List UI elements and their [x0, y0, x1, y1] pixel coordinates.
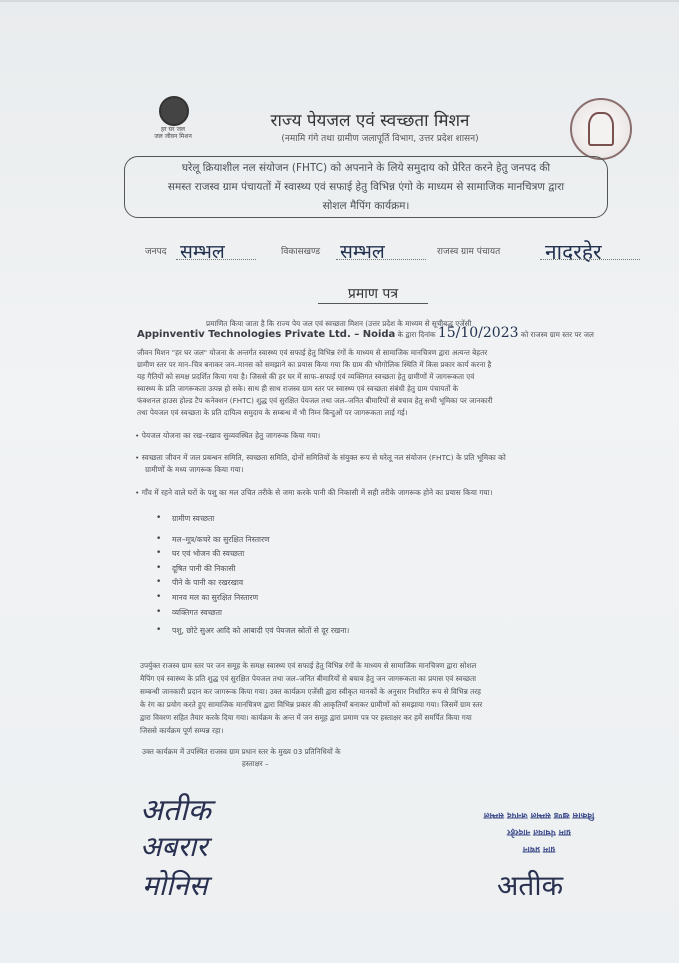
para2-line-c: सम्बन्धी जानकारी प्रदान कर जागरूक किया गया। उक्त कार्यक्रम एजेंसी द्वारा स्वीकृत मानकों के अनुसार निर्धारित रूप से विभिन्न तरह [140, 687, 481, 696]
mission-title: राज्य पेयजल एवं स्वच्छता मिशन [270, 111, 470, 131]
para1-line-h: तथा पेयजल एवं स्वच्छता के प्रति दायित्व समुदाय के सम्बन्ध में भी निम्न बिन्दुओं पर जागरूकता लाई गई। [137, 408, 408, 417]
para1-line-g: फंक्शनल हाउस होल्ड टैप कनेक्शन (FHTC) शुद्ध एवं सुरक्षित पेयजल तथा जल–जनित बीमारियों से बचाव हेतु सभी भूमिका पर जानकारी [137, 396, 493, 405]
district-value: सम्भल [180, 241, 225, 263]
up-state-emblem-icon [570, 98, 632, 160]
list-item: • मल–मूत्र/कचरे का सुरक्षित निस्तारण [156, 535, 536, 550]
para2-line-a: उपर्युक्त राजस्व ग्राम स्तर पर जन समूह के समक्ष स्वास्थ्य एवं सफाई हेतु विभिन्न रंगों के माध्यम से सामाजिक मानचित्रण द्वारा सोशल [140, 661, 477, 670]
bullet-2: • स्वच्छता जीवन में जल प्रबन्धन समिति, स्वच्छता समिति, दोनों समितियों के संयुक्त रूप से घरेलू नल संयोजन (FHTC) के प्रति भूमिका को [135, 453, 506, 462]
para1-line-d: ग्रामीण स्तर पर मान–चित्र बनाकर जन–मानस को समझाने का प्रयास किया गया कि ग्राम की भौगोलिक स्थिति में किस प्रकार कार्य करना है [137, 360, 492, 369]
signature-2: अबरार [140, 830, 208, 863]
list-item: • पशु, छोटे सुअर आदि को आबादी एवं पेयजल स्रोतों से दूर रखना। [156, 626, 536, 641]
banner-line-3: सोशल मैपिंग कार्यक्रम। [322, 200, 410, 212]
paper-fold [0, 0, 679, 2]
para2-line-d: के रंग का प्रयोग करते हुए सामाजिक मानचित्रण द्वारा विभिन्न प्रकार की आकृतियाँ बनाकर ग्रामीणों को समझाया गया। जिसमें ग्राम स्तर [140, 700, 483, 709]
program-banner [124, 156, 608, 218]
para1-line-e: यह गैतियों को समक्ष प्रदर्शित किया गया है। जिससे की हर घर में साफ–सफाई एवं व्यक्तिगत स्वच्छता हेतु ग्रामीणों में जागरूकता एवं [137, 372, 475, 381]
bullet-3: • गाँव में रहने वाले घरों के पशु का मल उचित तरीके से जमा करके पानी की निकासी में सही तरीके जागरूक होने का प्रयास किया गया। [135, 488, 493, 497]
block-value: सम्भल [340, 241, 385, 263]
district-label: जनपद [145, 247, 167, 257]
program-date: 15/10/2023 [437, 325, 519, 341]
mission-subtitle: (नमामि गंगे तथा ग्रामीण जलापूर्ति विभाग, उत्तर प्रदेश शासन) [281, 134, 479, 144]
district-underline [176, 258, 256, 260]
list-item: • दूषित पानी की निकासी [156, 564, 536, 579]
list-item: • व्यक्तिगत स्वच्छता [156, 608, 536, 623]
gram-pradhan-stamp: ग्राम प्रधान ग्राम पंचायत नादरहेर विकास खण्ड सम्भल जनपद सम्भल [483, 810, 595, 854]
list-item: • मानव मल का सुरक्षित निस्तारण [156, 593, 536, 608]
agency-name: Appinventiv Technologies Private Ltd. – Noida [137, 329, 396, 340]
para1-date-prefix: के द्वारा दिनांक [397, 330, 436, 339]
signature-3: मोनिस [142, 869, 208, 902]
block-label: विकासखण्ड [281, 247, 321, 257]
closing-line-b: हस्ताक्षर – [242, 759, 269, 768]
bullet-2-cont: ग्रामीणों के मध्य जागरूक किया गया। [145, 465, 244, 474]
water-drop-icon [159, 96, 189, 126]
para1-line-f: स्वास्थ्य के प्रति जागरूकता उत्पन्न हो सके। साथ ही साथ राजस्व ग्राम स्तर पर स्वास्थ्य एवं स्वच्छता संबंधी हेतु ग्राम पंचायतों के [137, 384, 459, 393]
para2-line-b: मैपिंग एवं स्वास्थ्य के प्रति शुद्ध एवं सुरक्षित पेयजल तथा जल–जनित बीमारियों से बचाव हेतु जन जागरूकता का प्रयास एवं स्वच्छता [140, 674, 477, 683]
closing-line-a: उक्त कार्यक्रम में उपस्थित राजस्व ग्राम प्रधान स्तर के मुख्य 03 प्रतिनिधियों के [142, 747, 341, 756]
awareness-topics-list [156, 514, 536, 641]
village-value: नादरहेर [545, 240, 602, 264]
logo-caption: हर घर जल जल जीवन मिशन [154, 126, 192, 140]
list-item: • पीने के पानी का रखरखाव [156, 578, 536, 593]
para1-date-suffix: को राजस्व ग्राम स्तर पर जल [520, 330, 594, 339]
para1-line-c: जीवन मिशन "हर घर जल" योजना के अन्तर्गत स्वास्थ्य एवं सफाई हेतु विभिन्न रंगों के माध्यम से सामाजिक मानचित्रण द्वारा अत्यन्त बेहतर [137, 348, 488, 357]
signature-1: अतीक [140, 793, 211, 828]
village-underline [540, 258, 640, 260]
para1-line-a: प्रमाणित किया जाता है कि राज्य पेय जल एवं स्वच्छता मिशन (उत्तर प्रदेश के माध्यम से सूचीबद्ध एजेंसी [206, 319, 472, 328]
para1-line-b [137, 325, 657, 341]
banner-line-2: समस्त राजस्व ग्राम पंचायतों में स्वास्थ्य एवं सफाई हेतु विभिन्न एंगो के माध्यम से सामाजिक मानचित्रण द्वारा [167, 181, 565, 193]
bullet-1: • पेयजल योजना का रख–रखाव सुव्यवस्थित हेतु जागरूक किया गया। [135, 431, 321, 440]
banner-line-1: घरेलू क्रियाशील नल संयोजन (FHTC) को अपनाने के लिये समुदाय को प्रेरित करने हेतु जनपद की [181, 162, 551, 174]
list-item: • ग्रामीण स्वच्छता [156, 514, 536, 529]
stamp-signature: अतीक [497, 869, 564, 902]
certificate-title: प्रमाण पत्र [318, 284, 428, 304]
har-ghar-jal-logo [150, 96, 196, 146]
para2-line-f: जिससे कार्यक्रम पूर्ण सम्पन्न रहा। [140, 726, 224, 735]
block-underline [336, 258, 426, 260]
para2-line-e: द्वारा विवरण सहित तैयार करके दिया गया। कार्यक्रम के अन्त में जन समूह द्वारा प्रमाण पत्र पर हस्ताक्षर कर हमें समर्पित किया गया [140, 713, 472, 722]
village-label: राजस्व ग्राम पंचायत [437, 247, 501, 257]
list-item: • घर एवं भोजन की स्वच्छता [156, 549, 536, 564]
